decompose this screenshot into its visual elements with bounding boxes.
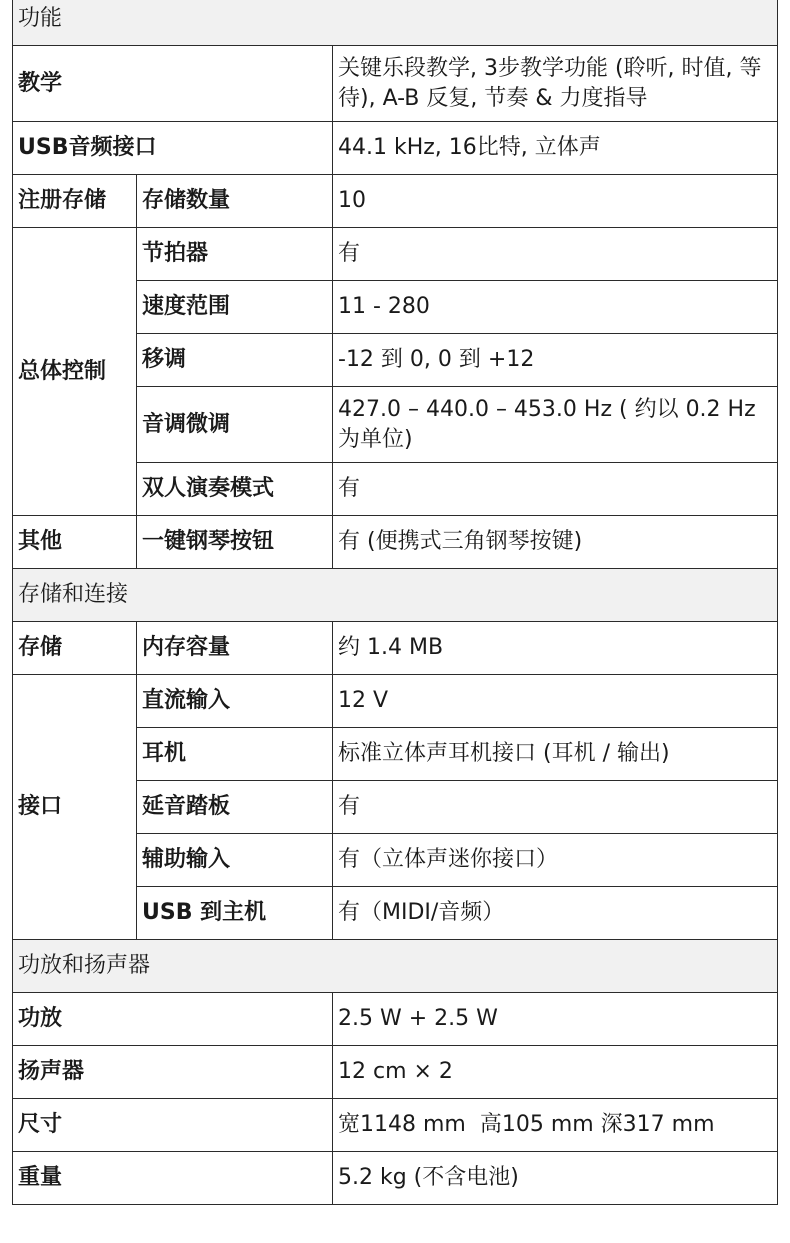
table-row-usb-audio [13, 122, 778, 175]
headphones-value: 标准立体声耳机接口 (耳机 / 输出) [333, 728, 778, 781]
table-row-amplifier [13, 993, 778, 1046]
tuning-label: 音调微调 [137, 387, 333, 463]
speakers-value: 12 cm × 2 [333, 1046, 778, 1099]
speakers-label: 扬声器 [13, 1046, 333, 1099]
transpose-label: 移调 [137, 334, 333, 387]
tempo-range-label: 速度范围 [137, 281, 333, 334]
table-row-other [13, 516, 778, 569]
dimensions-value: 宽1148 mm 高105 mm 深317 mm [333, 1099, 778, 1152]
table-row-weight [13, 1152, 778, 1205]
lesson-value: 关键乐段教学, 3步教学功能 (聆听, 时值, 等待), A-B 反复, 节奏 & 力度指导 [333, 46, 778, 122]
connectors-label: 接口 [13, 675, 137, 940]
duo-mode-value: 有 [333, 463, 778, 516]
tuning-value: 427.0 – 440.0 – 453.0 Hz ( 约以 0.2 Hz 为单位) [333, 387, 778, 463]
table-row-registration [13, 175, 778, 228]
dc-in-value: 12 V [333, 675, 778, 728]
memory-capacity-value: 约 1.4 MB [333, 622, 778, 675]
table-row-dc-in [13, 675, 778, 728]
section-row-features [13, 0, 778, 46]
section-row-amp-speakers [13, 940, 778, 993]
duo-mode-label: 双人演奏模式 [137, 463, 333, 516]
memory-capacity-label: 内存容量 [137, 622, 333, 675]
registration-label: 注册存储 [13, 175, 137, 228]
metronome-label: 节拍器 [137, 228, 333, 281]
table-row-lesson [13, 46, 778, 122]
registration-value: 10 [333, 175, 778, 228]
table-row-metronome [13, 228, 778, 281]
usb-to-host-value: 有（MIDI/音频） [333, 887, 778, 940]
table-row-speakers [13, 1046, 778, 1099]
headphones-label: 耳机 [137, 728, 333, 781]
storage-label: 存储 [13, 622, 137, 675]
aux-in-value: 有（立体声迷你接口） [333, 834, 778, 887]
piano-room-button-value: 有 (便携式三角钢琴按键) [333, 516, 778, 569]
transpose-value: -12 到 0, 0 到 +12 [333, 334, 778, 387]
metronome-value: 有 [333, 228, 778, 281]
section-row-storage-connectivity [13, 569, 778, 622]
aux-in-label: 辅助输入 [137, 834, 333, 887]
amplifier-value: 2.5 W + 2.5 W [333, 993, 778, 1046]
piano-room-button-label: 一键钢琴按钮 [137, 516, 333, 569]
weight-label: 重量 [13, 1152, 333, 1205]
usb-audio-label: USB音频接口 [13, 122, 333, 175]
table-row-dimensions [13, 1099, 778, 1152]
usb-to-host-label: USB 到主机 [137, 887, 333, 940]
tempo-range-value: 11 - 280 [333, 281, 778, 334]
section-header-storage-connectivity: 存储和连接 [13, 569, 778, 622]
dimensions-label: 尺寸 [13, 1099, 333, 1152]
table-row-storage [13, 622, 778, 675]
weight-value: 5.2 kg (不含电池) [333, 1152, 778, 1205]
registration-sublabel: 存储数量 [137, 175, 333, 228]
amplifier-label: 功放 [13, 993, 333, 1046]
section-header-amp-speakers: 功放和扬声器 [13, 940, 778, 993]
other-label: 其他 [13, 516, 137, 569]
usb-audio-value: 44.1 kHz, 16比特, 立体声 [333, 122, 778, 175]
section-header-features: 功能 [13, 0, 778, 46]
dc-in-label: 直流输入 [137, 675, 333, 728]
spec-table [12, 0, 778, 1205]
lesson-label: 教学 [13, 46, 333, 122]
overall-control-label: 总体控制 [13, 228, 137, 516]
sustain-pedal-label: 延音踏板 [137, 781, 333, 834]
sustain-pedal-value: 有 [333, 781, 778, 834]
